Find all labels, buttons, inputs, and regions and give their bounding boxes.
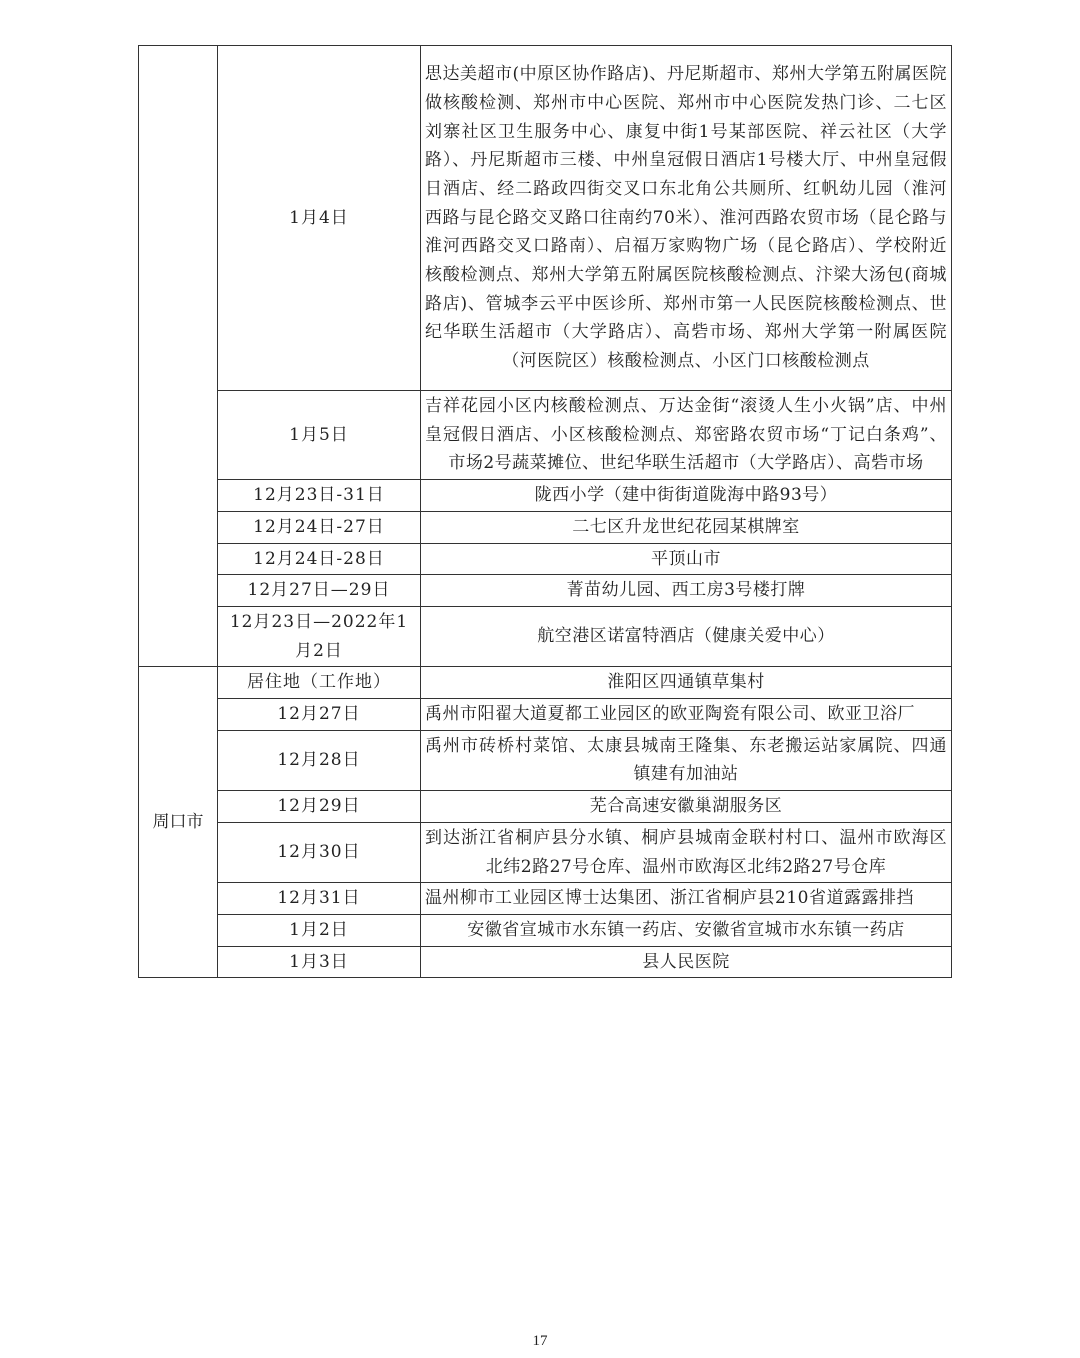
table-row <box>139 606 952 666</box>
table-row <box>139 699 952 731</box>
date-cell: 12月29日 <box>218 791 421 823</box>
place-cell: 到达浙江省桐庐县分水镇、桐庐县城南金联村村口、温州市欧海区北纬2路27号仓库、温州市欧海区北纬2路27号仓库 <box>421 822 952 882</box>
place-cell: 吉祥花园小区内核酸检测点、万达金街“滚烫人生小火锅”店、中州皇冠假日酒店、小区核酸检测点、郑密路农贸市场“丁记白条鸡”、市场2号蔬菜摊位、世纪华联生活超市（大学路店）、高砦市场 <box>421 391 952 480</box>
date-cell: 1月4日 <box>218 46 421 391</box>
table-row <box>139 946 952 978</box>
place-cell: 县人民医院 <box>421 946 952 978</box>
date-cell: 12月27日—29日 <box>218 575 421 607</box>
table-row <box>139 730 952 790</box>
date-cell: 1月3日 <box>218 946 421 978</box>
table-row <box>139 46 952 391</box>
place-cell: 禹州市阳翟大道夏都工业园区的欧亚陶瓷有限公司、欧亚卫浴厂 <box>421 699 952 731</box>
place-cell: 陇西小学（建中街街道陇海中路93号） <box>421 480 952 512</box>
date-cell: 1月2日 <box>218 914 421 946</box>
date-cell: 12月30日 <box>218 822 421 882</box>
place-cell: 思达美超市(中原区协作路店)、丹尼斯超市、郑州大学第五附属医院做核酸检测、郑州市中心医院、郑州市中心医院发热门诊、二七区刘寨社区卫生服务中心、康复中街1号某部医院、祥云社区（大学路）、丹尼斯超市三楼、中州皇冠假日酒店1号楼大厅、中州皇冠假日酒店、经二路政四街交叉口东北角公共厕所、红帆幼儿园（淮河西路与昆仑路交叉路口往南约70米）、淮河西路农贸市场（昆仑路与淮河西路交叉口路南）、启福万家购物广场（昆仑路店）、学校附近核酸检测点、郑州大学第五附属医院核酸检测点、汴梁大汤包(商城路店)、管城李云平中医诊所、郑州市第一人民医院核酸检测点、世纪华联生活超市（大学路店）、高砦市场、郑州大学第一附属医院（河医院区）核酸检测点、小区门口核酸检测点 <box>421 46 952 391</box>
date-cell: 12月24日-28日 <box>218 543 421 575</box>
place-cell: 二七区升龙世纪花园某棋牌室 <box>421 511 952 543</box>
table-row <box>139 914 952 946</box>
table-row <box>139 667 952 699</box>
table-row <box>139 391 952 480</box>
table-row <box>139 791 952 823</box>
date-cell: 12月31日 <box>218 883 421 915</box>
date-cell: 1月5日 <box>218 391 421 480</box>
place-cell: 航空港区诺富特酒店（健康关爱中心） <box>421 606 952 666</box>
place-cell: 淮阳区四通镇草集村 <box>421 667 952 699</box>
place-cell: 芜合高速安徽巢湖服务区 <box>421 791 952 823</box>
place-cell: 菁苗幼儿园、西工房3号楼打牌 <box>421 575 952 607</box>
date-cell: 居住地（工作地） <box>218 667 421 699</box>
city-cell: 周口市 <box>139 667 218 978</box>
locations-table <box>138 45 952 978</box>
table-row <box>139 511 952 543</box>
table-row <box>139 480 952 512</box>
date-cell: 12月23日-31日 <box>218 480 421 512</box>
place-cell: 安徽省宣城市水东镇一药店、安徽省宣城市水东镇一药店 <box>421 914 952 946</box>
date-cell: 12月27日 <box>218 699 421 731</box>
place-cell: 平顶山市 <box>421 543 952 575</box>
page-number: 17 <box>532 1333 548 1349</box>
table-row <box>139 575 952 607</box>
place-cell: 禹州市砖桥村菜馆、太康县城南王隆集、东老搬运站家属院、四通镇建有加油站 <box>421 730 952 790</box>
city-cell-continued <box>139 46 218 667</box>
date-cell: 12月28日 <box>218 730 421 790</box>
date-cell: 12月24日-27日 <box>218 511 421 543</box>
date-cell: 12月23日—2022年1月2日 <box>218 606 421 666</box>
table-row <box>139 543 952 575</box>
table-row <box>139 883 952 915</box>
table-row <box>139 822 952 882</box>
place-cell: 温州柳市工业园区博士达集团、浙江省桐庐县210省道露露排挡 <box>421 883 952 915</box>
